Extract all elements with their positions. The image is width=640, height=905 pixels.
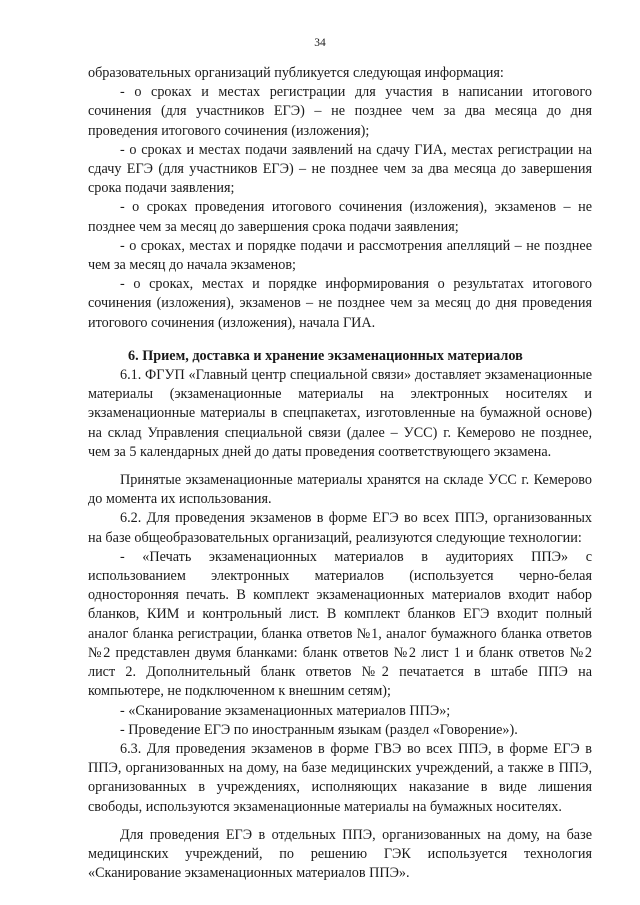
paragraph-6-1: 6.1. ФГУП «Главный центр специальной связи» доставляет экзаменационные материалы (экзаменационные материалы на электронных носителях и экзаменационные материалы в спецпакетах, изготовленные на бумажной основе) на склад Управления специальной связи (далее – УСС) г. Кемерово не позднее, чем за 5 календарных дней до даты проведения соответствующего экзамена. [88, 367, 592, 460]
list-item-results-info: - о сроках, местах и порядке информирования о результатах итогового сочинения (изложения), экзаменов – не позднее чем за месяц до дня проведения итогового сочинения (изложения), начала ГИА. [88, 276, 592, 331]
section-heading: 6. Прием, доставка и хранение экзаменационных материалов [128, 347, 523, 364]
paragraph-6-3: 6.3. Для проведения экзаменов в форме ГВЭ во всех ППЭ, в форме ЕГЭ в ППЭ, организованных на дому, на базе медицинских учреждений, а также в ППЭ, организованных в учреждениях, исполняющих наказание в виде лишения свободы, используются экзаменационные материалы на бумажных носителях. [88, 740, 592, 815]
paragraph-storage: Принятые экзаменационные материалы хранятся на складе УСС г. Кемерово до момента их использования. [88, 472, 592, 508]
list-item-foreign-languages: - Проведение ЕГЭ по иностранным языкам (раздел «Говорение»). [120, 721, 518, 738]
list-item-appeals: - о сроках, местах и порядке подачи и рассмотрения апелляций – не позднее чем за месяц до начала экзаменов; [88, 237, 592, 274]
list-item-exam-dates: - о сроках проведения итогового сочинения (изложения), экзаменов – не позднее чем за месяц до завершения срока подачи заявления; [88, 199, 592, 235]
list-item-registration-essay: - о сроках и местах регистрации для участия в написании итогового сочинения (для участников ЕГЭ) – не позднее чем за два месяца до дня проведения итогового сочинения (изложения); [88, 84, 592, 139]
list-item-scanning-technology: - «Сканирование экзаменационных материалов ППЭ»; [120, 702, 451, 719]
paragraph-home-medical: Для проведения ЕГЭ в отдельных ППЭ, организованных на дому, на базе медицинских учреждений, по решению ГЭК используется технология «Сканирование экзаменационных материалов ППЭ». [88, 826, 592, 882]
list-item-application-deadline: - о сроках и местах подачи заявлений на сдачу ГИА, местах регистрации на сдачу ЕГЭ (для участников ЕГЭ) – не позднее чем за два месяца до завершения срока подачи заявления; [88, 141, 592, 197]
document-body [88, 64, 592, 883]
paragraph-intro: образовательных организаций публикуется следующая информация: [88, 65, 504, 81]
paragraph-6-2: 6.2. Для проведения экзаменов в форме ЕГЭ во всех ППЭ, организованных на базе общеобразовательных организаций, реализуются следующие технологии: [88, 510, 592, 546]
page-number: 34 [314, 37, 326, 49]
list-item-printing-technology: - «Печать экзаменационных материалов в аудиториях ППЭ» с использованием электронных материалов (используется черно-белая односторонняя печать. В комплект экзаменационных материалов входит набор бланков, КИМ и контрольный лист. В комплект бланков ЕГЭ входит полный аналог бланка регистрации, бланка ответов №1, аналог бумажного бланка ответов №2 представлен двумя бланками: бланк ответов №2 лист 1 и бланк ответов №2 лист 2. Дополнительный бланк ответов №2 печатается в штабе ППЭ на компьютере, не подключенном к внешним сетям); [88, 548, 592, 700]
